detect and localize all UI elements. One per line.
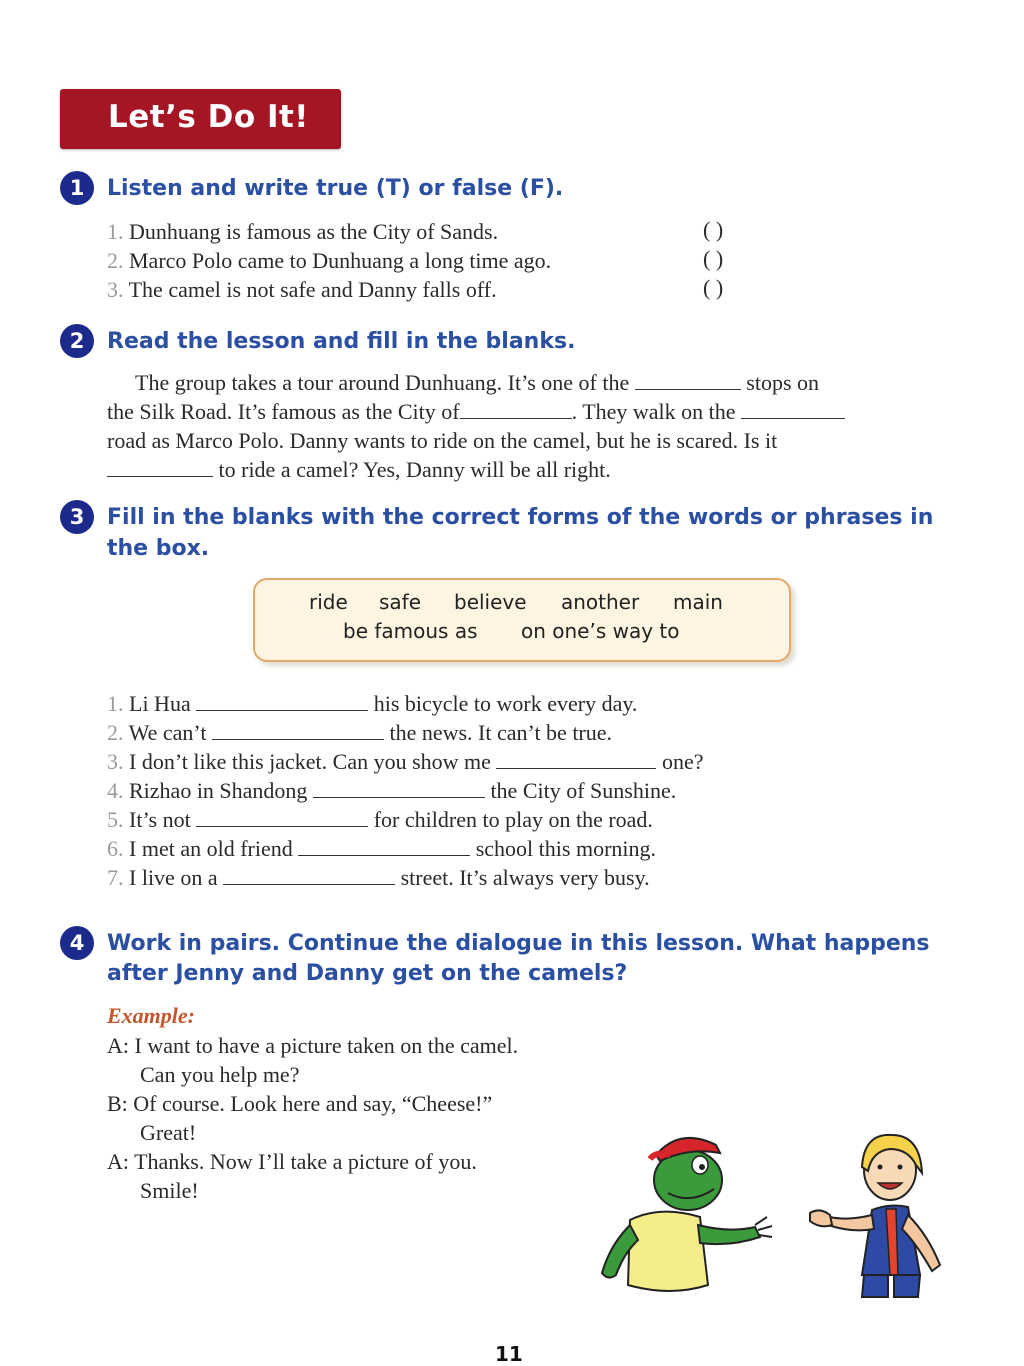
fill-item: 3. I don’t like this jacket. Can you show me one? [107, 749, 704, 774]
section-banner [60, 89, 341, 149]
answer-parentheses[interactable]: ( ) [703, 217, 724, 242]
dialogue-line: Can you help me? [140, 1062, 300, 1087]
blank[interactable] [496, 748, 656, 769]
fill-item: 1. Li Hua his bicycle to work every day. [107, 691, 638, 716]
dialogue-line: Great! [140, 1120, 197, 1145]
fill-item: 4. Rizhao in Shandong the City of Sunshine. [107, 778, 677, 803]
passage-line: road as Marco Polo. Danny wants to ride on the camel, but he is scared. Is it [107, 428, 778, 453]
tf-item: 3. The camel is not safe and Danny falls off. [107, 277, 497, 302]
fill-item: 5. It’s not for children to play on the road. [107, 807, 653, 832]
jenny-figure [810, 1135, 940, 1297]
blank[interactable] [223, 864, 395, 885]
section-title: Fill in the blanks with the correct forms of the words or phrases in [107, 505, 934, 530]
page-number: 11 [495, 1342, 523, 1366]
blank[interactable] [196, 690, 368, 711]
blank[interactable] [460, 398, 572, 419]
tf-item: 2. Marco Polo came to Dunhuang a long time ago. [107, 248, 552, 273]
fill-item: 6. I met an old friend school this morning. [107, 836, 657, 861]
blank[interactable] [741, 398, 845, 419]
word-option: safe [379, 590, 422, 614]
section-number-badge: 4 [60, 926, 94, 960]
section-title: Work in pairs. Continue the dialogue in this lesson. What happens [107, 931, 930, 956]
danny-figure [602, 1138, 772, 1291]
word-box [253, 578, 791, 662]
passage-line: to ride a camel? Yes, Danny will be all right. [107, 455, 611, 484]
word-option: on one’s way to [521, 619, 680, 643]
blank[interactable] [196, 806, 368, 827]
answer-parentheses[interactable]: ( ) [703, 246, 724, 271]
blank[interactable] [298, 835, 470, 856]
word-option: another [561, 590, 640, 614]
passage-line: The group takes a tour around Dunhuang. It’s one of the stops on [135, 370, 820, 395]
blank[interactable] [107, 456, 213, 477]
section-title: Listen and write true (T) or false (F). [107, 176, 564, 201]
example-label: Example: [107, 1003, 195, 1028]
passage-line: the Silk Road. It’s famous as the City of . They walk on the [107, 397, 845, 426]
section-number-badge: 3 [60, 500, 94, 534]
banner-title: Let’s Do It! [108, 99, 309, 135]
blank[interactable] [313, 777, 485, 798]
section-title-continued: after Jenny and Danny get on the camels? [107, 961, 628, 986]
section-number-badge: 1 [60, 171, 94, 205]
answer-parentheses[interactable]: ( ) [703, 275, 724, 300]
word-option: ride [309, 590, 348, 614]
section-number-badge: 2 [60, 324, 94, 358]
word-option: believe [454, 590, 527, 614]
fill-item: 2. We can’t the news. It can’t be true. [107, 720, 613, 745]
danny-and-jenny-illustration [590, 1125, 970, 1300]
dialogue-line: Smile! [140, 1178, 199, 1203]
tf-item: 1. Dunhuang is famous as the City of Sands. [107, 219, 499, 244]
word-option: main [673, 590, 723, 614]
dialogue-line: A: I want to have a picture taken on the camel. [107, 1033, 519, 1058]
dialogue-line: A: Thanks. Now I’ll take a picture of you. [107, 1149, 477, 1174]
word-option: be famous as [343, 619, 478, 643]
section-title-continued: the box. [107, 536, 210, 561]
section-title: Read the lesson and fill in the blanks. [107, 329, 576, 354]
blank[interactable] [635, 369, 741, 390]
blank[interactable] [212, 719, 384, 740]
fill-item: 7. I live on a street. It’s always very busy. [107, 865, 650, 890]
dialogue-line: B: Of course. Look here and say, “Cheese!” [107, 1091, 493, 1116]
